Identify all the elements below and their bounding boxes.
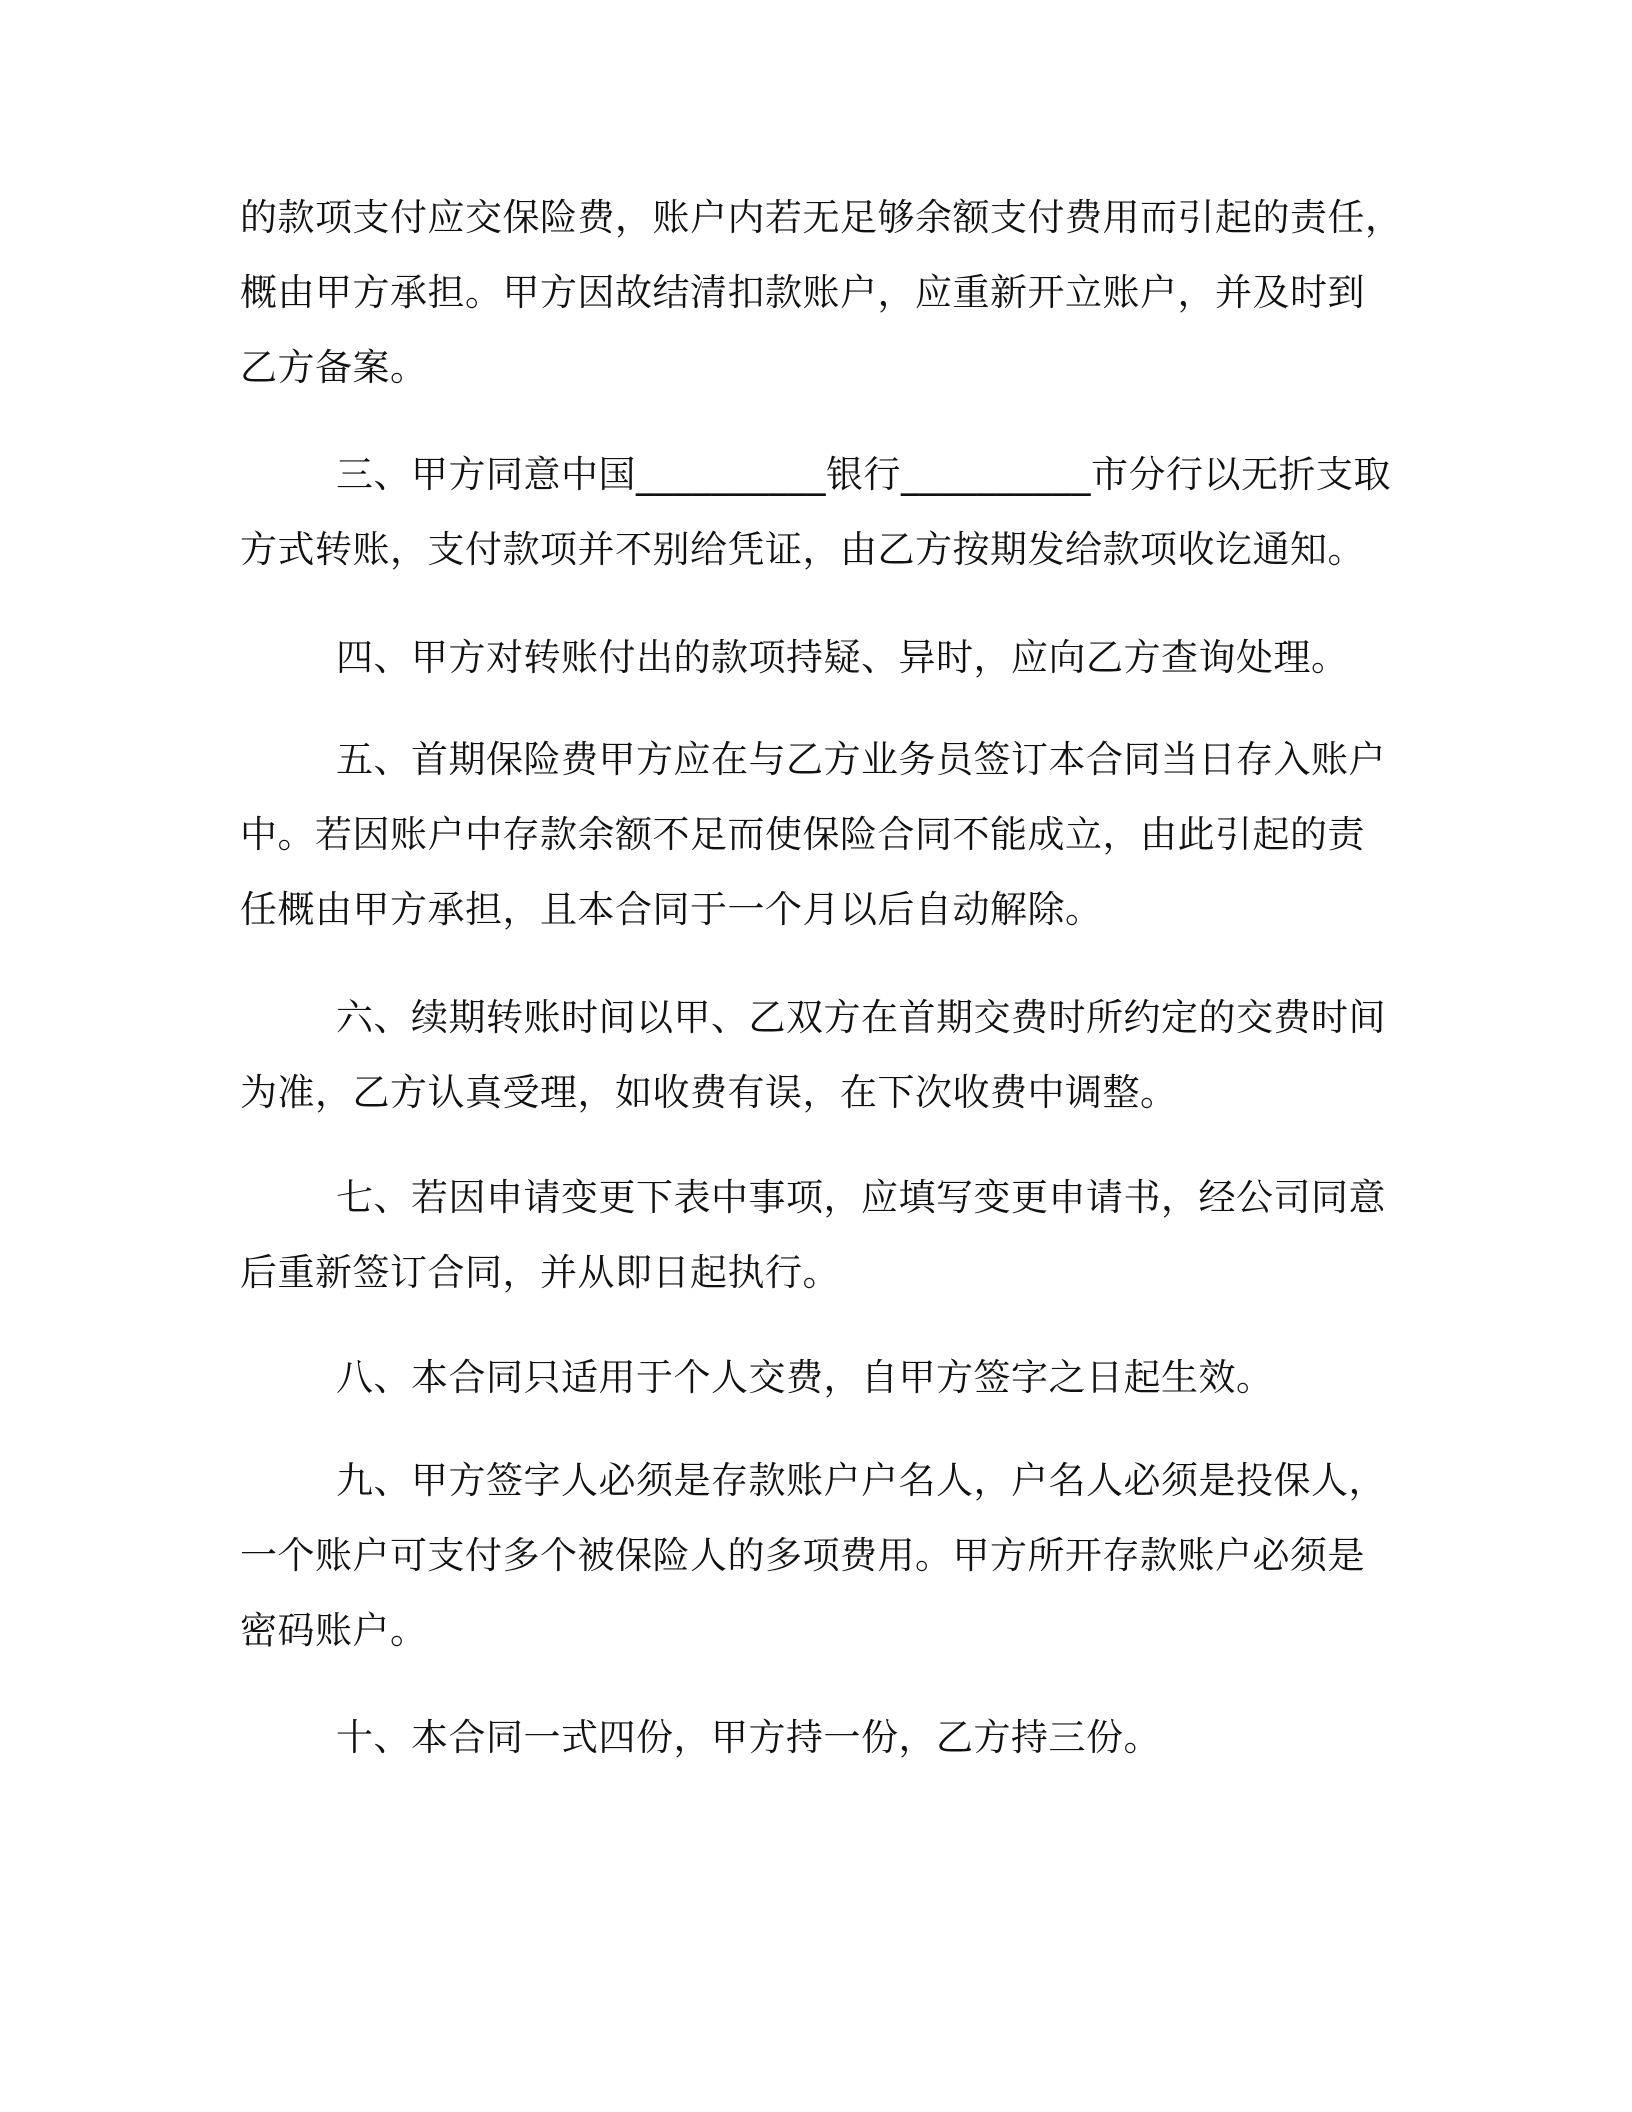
text-line: 八、本合同只适用于个人交费，自甲方签字之日起生效。 bbox=[336, 1356, 1274, 1399]
text-line: 密码账户。 bbox=[240, 1609, 428, 1652]
text-line: 四、甲方对转账付出的款项持疑、异时，应向乙方查询处理。 bbox=[336, 636, 1349, 679]
clause-8 bbox=[240, 1340, 1390, 1415]
text-line: 七、若因申请变更下表中事项，应填写变更申请书，经公司同意 bbox=[336, 1176, 1386, 1219]
clause-3 bbox=[240, 437, 1390, 587]
text-line: 一个账户可支付多个被保险人的多项费用。甲方所开存款账户必须是 bbox=[240, 1534, 1365, 1577]
text-line: 六、续期转账时间以甲、乙双方在首期交费时所约定的交费时间 bbox=[336, 996, 1386, 1039]
text-line: 的款项支付应交保险费，账户内若无足够余额支付费用而引起的责任， bbox=[240, 196, 1403, 239]
text-line: 概由甲方承担。甲方因故结清扣款账户，应重新开立账户，并及时到 bbox=[240, 271, 1365, 314]
text-line: 中。若因账户中存款余额不足而使保险合同不能成立，由此引起的责 bbox=[240, 813, 1365, 856]
clause-7 bbox=[240, 1160, 1390, 1310]
clause-6 bbox=[240, 980, 1390, 1130]
text-line: 九、甲方签字人必须是存款账户户名人，户名人必须是投保人， bbox=[336, 1459, 1386, 1502]
paragraph-continuation bbox=[240, 180, 1403, 405]
text-line: 后重新签订合同，并从即日起执行。 bbox=[240, 1251, 840, 1294]
clause-10 bbox=[240, 1700, 1390, 1775]
text-line: 十、本合同一式四份，甲方持一份，乙方持三份。 bbox=[336, 1716, 1161, 1759]
text-line: 三、甲方同意中国__________银行__________市分行以无折支取 bbox=[336, 453, 1391, 496]
text-line: 乙方备案。 bbox=[240, 346, 428, 389]
text-line: 为准，乙方认真受理，如收费有误，在下次收费中调整。 bbox=[240, 1071, 1178, 1114]
text-line: 方式转账，支付款项并不别给凭证，由乙方按期发给款项收讫通知。 bbox=[240, 528, 1365, 571]
clause-4 bbox=[240, 620, 1390, 695]
clause-9 bbox=[240, 1443, 1390, 1668]
text-line: 五、首期保险费甲方应在与乙方业务员签订本合同当日存入账户 bbox=[336, 738, 1386, 781]
text-line: 任概由甲方承担，且本合同于一个月以后自动解除。 bbox=[240, 888, 1103, 931]
clause-5 bbox=[240, 722, 1390, 947]
